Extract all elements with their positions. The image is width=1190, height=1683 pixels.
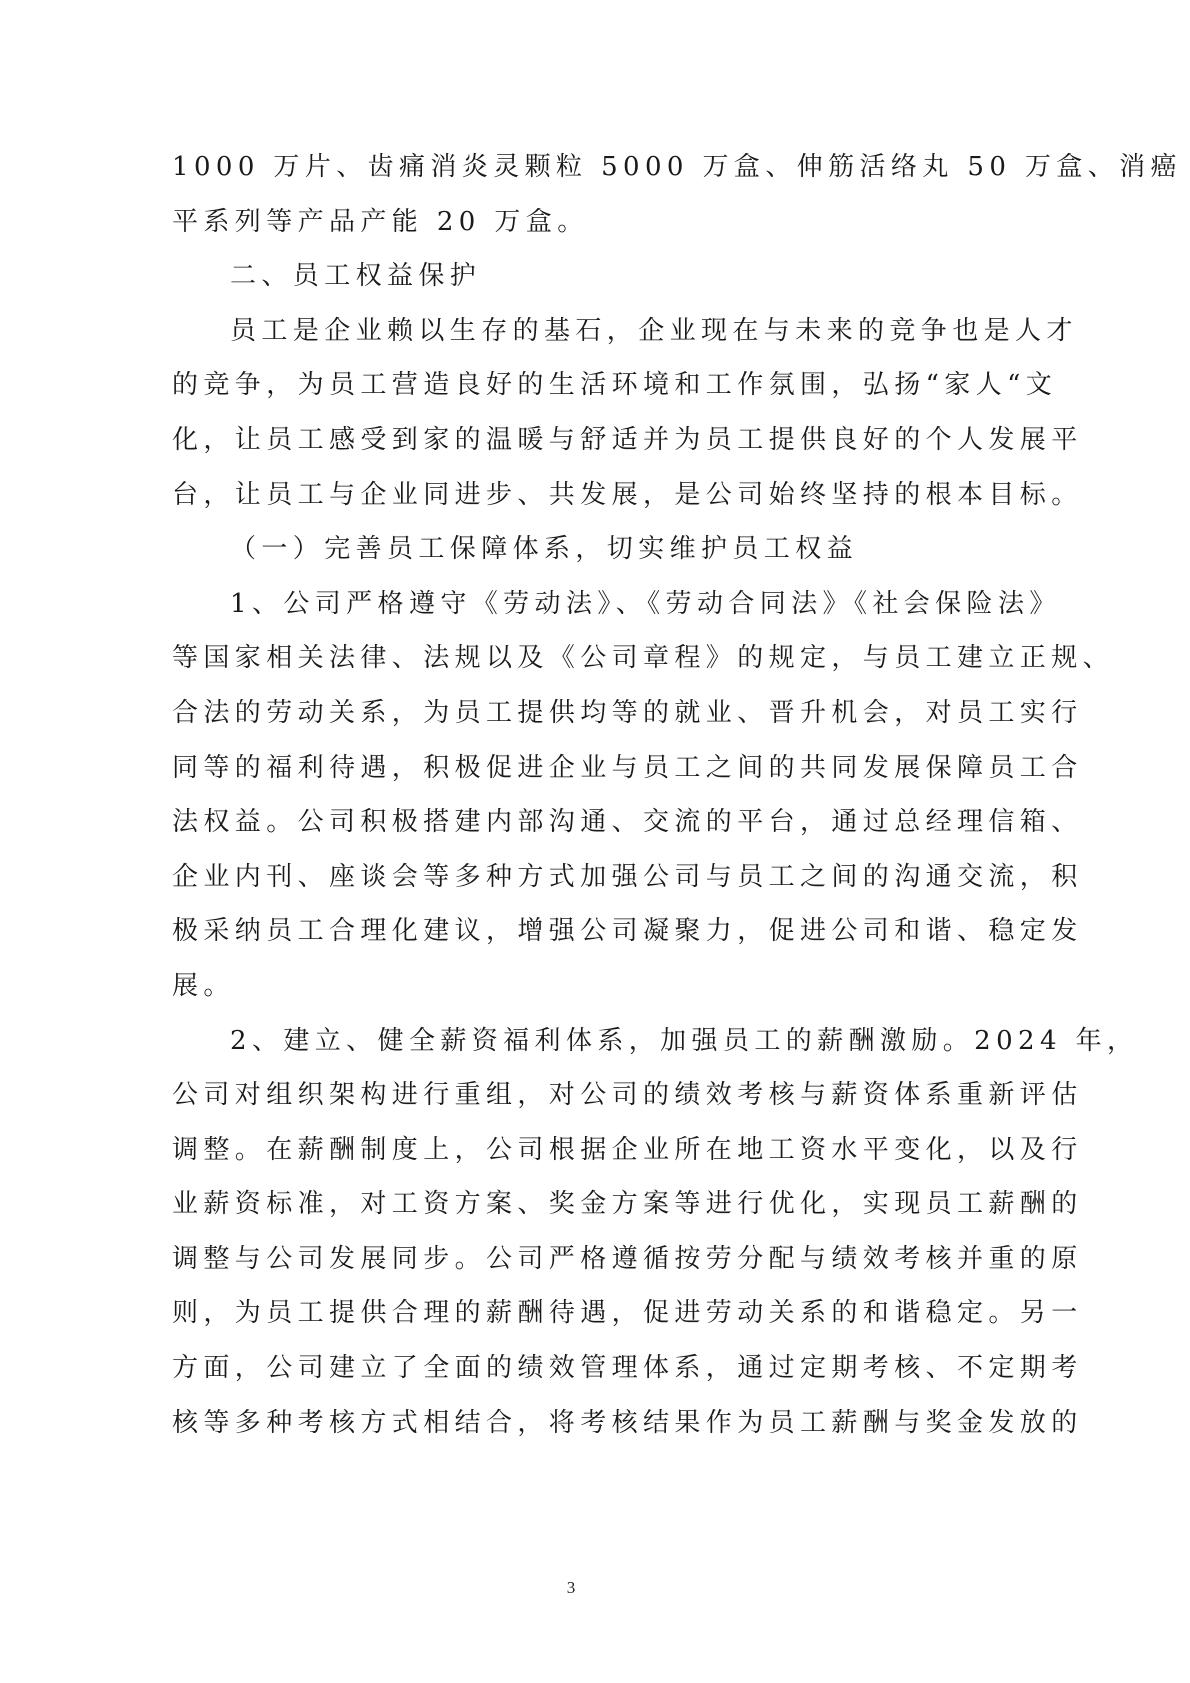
text-line: 1000 万片、齿痛消炎灵颗粒 5000 万盒、伸筋活络丸 50 万盒、消癌 [172, 152, 1182, 182]
body-text [172, 145, 1182, 1455]
text-line: 则，为员工提供合理的薪酬待遇，促进劳动关系的和谐稳定。另一 [172, 1298, 1083, 1329]
text-line: 2、建立、健全薪资福利体系，加强员工的薪酬激励。2024 年， [230, 1025, 1139, 1056]
text-line: 企业内刊、座谈会等多种方式加强公司与员工之间的沟通交流，积 [172, 861, 1083, 892]
page-number: 3 [566, 1578, 576, 1597]
text-line: 同等的福利待遇，积极促进企业与员工之间的共同发展保障员工合 [172, 752, 1083, 783]
text-line: 平系列等产品产能 20 万盒。 [172, 206, 589, 237]
text-line: （一）完善员工保障体系，切实维护员工权益 [230, 534, 859, 565]
text-line: 台，让员工与企业同进步、共发展，是公司始终坚持的根本目标。 [172, 479, 1083, 510]
text-line: 核等多种考核方式相结合，将考核结果作为员工薪酬与奖金发放的 [172, 1407, 1083, 1438]
text-line: 极采纳员工合理化建议，增强公司凝聚力，促进公司和谐、稳定发 [172, 916, 1083, 947]
text-line: 展。 [172, 970, 235, 1001]
text-line: 化，让员工感受到家的温暖与舒适并为员工提供良好的个人发展平 [172, 424, 1083, 455]
text-line: 法权益。公司积极搭建内部沟通、交流的平台，通过总经理信箱、 [172, 807, 1083, 838]
text-line: 的竞争，为员工营造良好的生活环境和工作氛围，弘扬“家人“文 [172, 370, 1058, 401]
text-line: 二、员工权益保护 [230, 261, 482, 292]
text-line: 等国家相关法律、法规以及《公司章程》的规定，与员工建立正规、 [172, 643, 1115, 674]
text-line: 调整。在薪酬制度上，公司根据企业所在地工资水平变化，以及行 [172, 1134, 1083, 1165]
text-line: 调整与公司发展同步。公司严格遵循按劳分配与绩效考核并重的原 [172, 1243, 1083, 1274]
text-line: 员工是企业赖以生存的基石，企业现在与未来的竞争也是人才 [230, 315, 1078, 346]
text-line: 业薪资标准，对工资方案、奖金方案等进行优化，实现员工薪酬的 [172, 1189, 1083, 1220]
text-line: 合法的劳动关系，为员工提供均等的就业、晋升机会，对员工实行 [172, 697, 1083, 728]
text-line: 公司对组织架构进行重组，对公司的绩效考核与薪资体系重新评估 [172, 1080, 1083, 1111]
text-line: 方面，公司建立了全面的绩效管理体系，通过定期考核、不定期考 [172, 1353, 1083, 1384]
text-line: 1、公司严格遵守《劳动法》、《劳动合同法》《社会保险法》 [230, 588, 1061, 619]
